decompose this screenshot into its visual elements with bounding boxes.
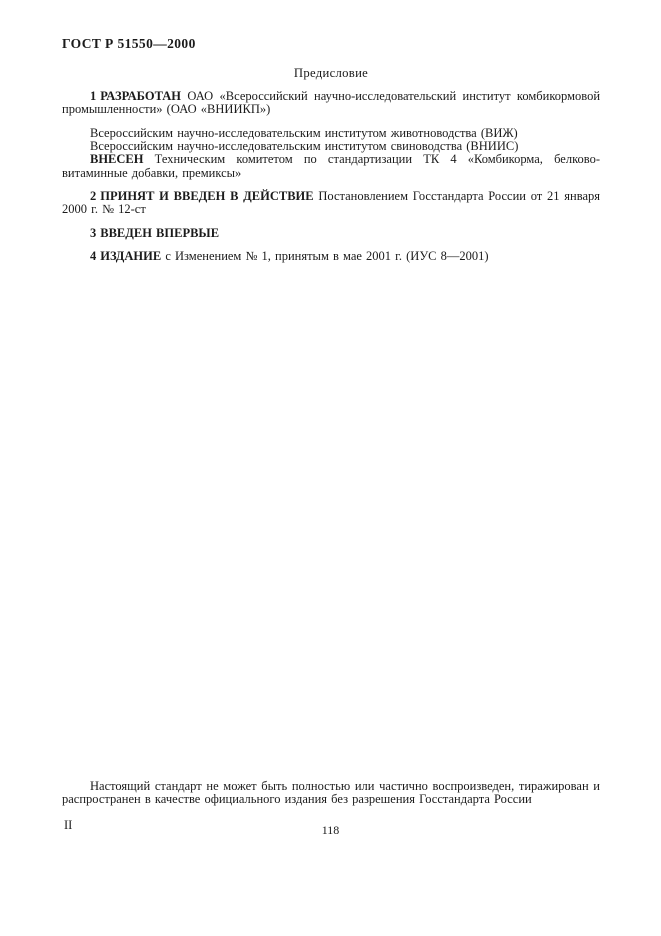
submitted-text: Техническим комитетом по стандартизации ТК 4 «Комбикорма, белково-витаминные добавки, премиксы» [62,152,600,180]
submitted-keyword: ВНЕСЕН [90,152,144,167]
submitted-paragraph [62,153,600,179]
clause-text: ОАО «Всероссийский научно-исследовательский институт комбикормовой промышленности» (ОАО «ВНИИКП») [62,89,601,117]
clause-developed-paragraph [62,90,600,116]
preface-title: Предисловие [293,66,369,80]
clause-adopted [62,190,600,216]
clause-edition-paragraph [62,250,600,263]
roman-page-number: II [64,818,73,832]
clause-number: 3 [90,226,97,240]
clause-number: 2 [90,189,97,203]
copyright-notice-text: Настоящий стандарт не может быть полностью или частично воспроизведен, тиражирован и распространен в качестве официального издания без разрешения Госстандарта России [62,779,600,807]
clause-first-edition-paragraph [62,227,600,240]
page-number: 118 [321,823,340,837]
clause-keyword: ВВЕДЕН ВПЕРВЫЕ [100,226,220,240]
developers-list [62,127,600,180]
clause-first-edition [62,227,600,240]
clause-developed [62,90,600,116]
clause-keyword: ПРИНЯТ И ВВЕДЕН В ДЕЙСТВИЕ [100,189,314,203]
clause-number: 4 [90,249,97,263]
clause-keyword: РАЗРАБОТАН [100,89,182,103]
clause-number: 1 [90,89,97,103]
copyright-notice [62,780,600,806]
clause-text: с Изменением № 1, принятым в мае 2001 г. (ИУС 8—2001) [165,249,489,263]
clause-edition [62,250,600,263]
clause-adopted-paragraph [62,190,600,216]
clause-keyword: ИЗДАНИЕ [100,249,162,263]
developer-line: Всероссийским научно-исследовательским институтом свиноводства (ВНИИС) [90,139,519,154]
developer-line: Всероссийским научно-исследовательским институтом животноводства (ВИЖ) [90,126,518,140]
document-code: ГОСТ Р 51550—2000 [62,36,196,51]
clause-text: Постановлением Госстандарта России от 21 января 2000 г. № 12-ст [62,189,601,217]
